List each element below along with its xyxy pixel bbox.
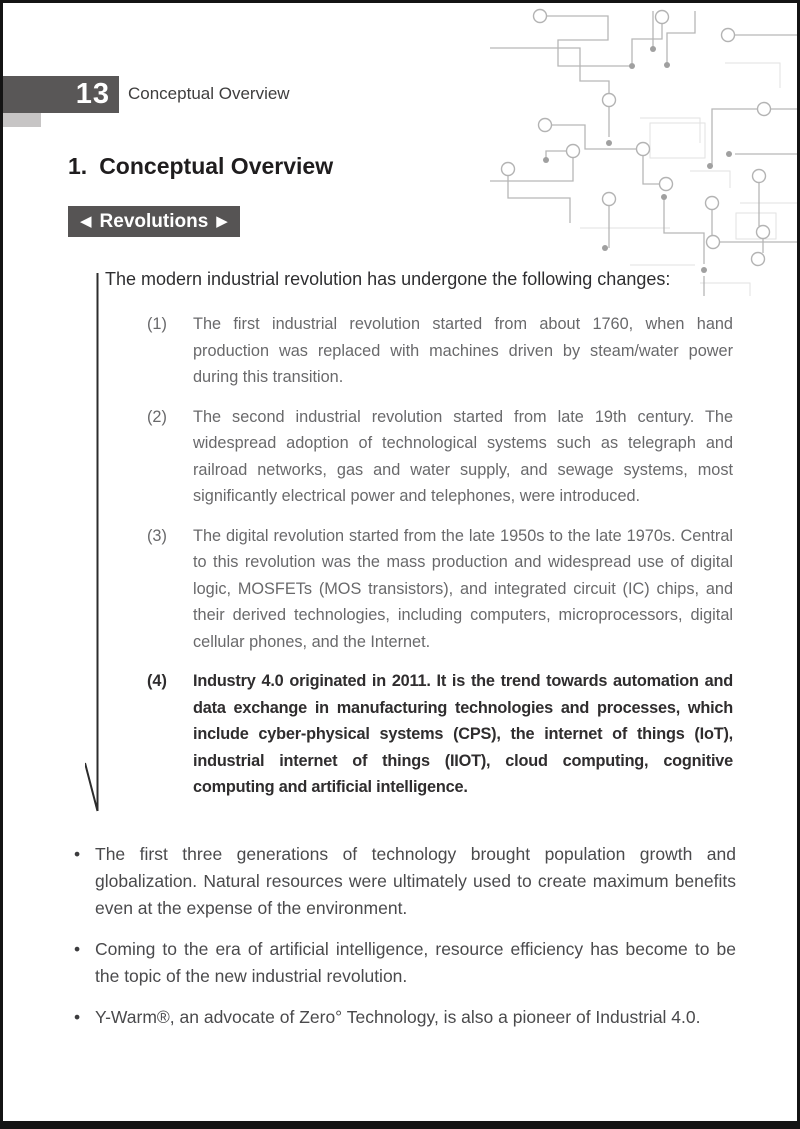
item-number: (4) [147,672,167,690]
bullet-item [68,1004,736,1031]
page-number-bar-shadow [3,113,41,127]
page-number: 13 [75,78,110,110]
section-title-text: Conceptual Overview [99,153,334,179]
bullet-text: Coming to the era of artificial intelligence, resource efficiency has become to be the topic of the new industrial revolution. [95,939,736,986]
arrow-right-icon: ▶ [216,213,228,230]
topic-badge-label: Revolutions [99,210,209,232]
timeline-arrow-decoration [85,271,111,819]
bullet-text: The first three generations of technology brought population growth and globalization. Natural resources were ultimately used to create maximum benefits even at the expense of the environment. [95,844,736,918]
item-text: The first industrial revolution started from about 1760, when hand production was replaced with machines driven by steam/water power during this transition. [193,315,733,386]
item-number: (1) [147,315,167,333]
section-title [68,153,333,180]
circuit-pattern-decoration [490,3,797,296]
item-text: The digital revolution started from the late 1950s to the late 1970s. Central to this revolution was the mass production and widespread use of digital logic, MOSFETs (MOS transistors), and integrated circuit (IC) chips, and their derived technologies, including computers, microprocessors, digital cellular phones, and the Internet. [193,526,733,651]
bullet-text: Y-Warm®, an advocate of Zero° Technology, is also a pioneer of Industrial 4.0. [95,1007,701,1027]
section-number: 1. [68,153,88,179]
item-text: The second industrial revolution started from late 19th century. The widespread adoption of technological systems such as telegraph and railroad networks, gas and water supply, and sewage systems, most significantly electrical power and telephones, were introduced. [193,407,733,505]
list-item-emphasis [147,668,733,801]
item-number: (2) [147,407,167,426]
list-item [147,404,733,510]
running-header-title: Conceptual Overview [128,84,290,103]
arrow-left-icon: ◀ [80,213,92,230]
item-text: Industry 4.0 originated in 2011. It is the trend towards automation and data exchange in manufacturing technologies and processes, which include cyber-physical systems (CPS), the internet of things (IoT), industrial internet of things (IIOT), cloud computing, cognitive computing and artificial intelligence. [193,672,733,796]
page-number-bar [3,76,119,113]
bullet-marker: • [74,1007,81,1027]
list-item [147,523,733,656]
list-item [147,311,733,391]
topic-badge [68,206,240,237]
bullet-marker: • [74,939,81,959]
item-number: (3) [147,526,167,545]
bullet-list [68,841,736,1045]
bullet-item [68,841,736,922]
intro-sentence: The modern industrial revolution has undergone the following changes: [105,269,671,289]
bullet-marker: • [74,844,81,864]
bullet-item [68,936,736,990]
numbered-list [147,311,733,814]
